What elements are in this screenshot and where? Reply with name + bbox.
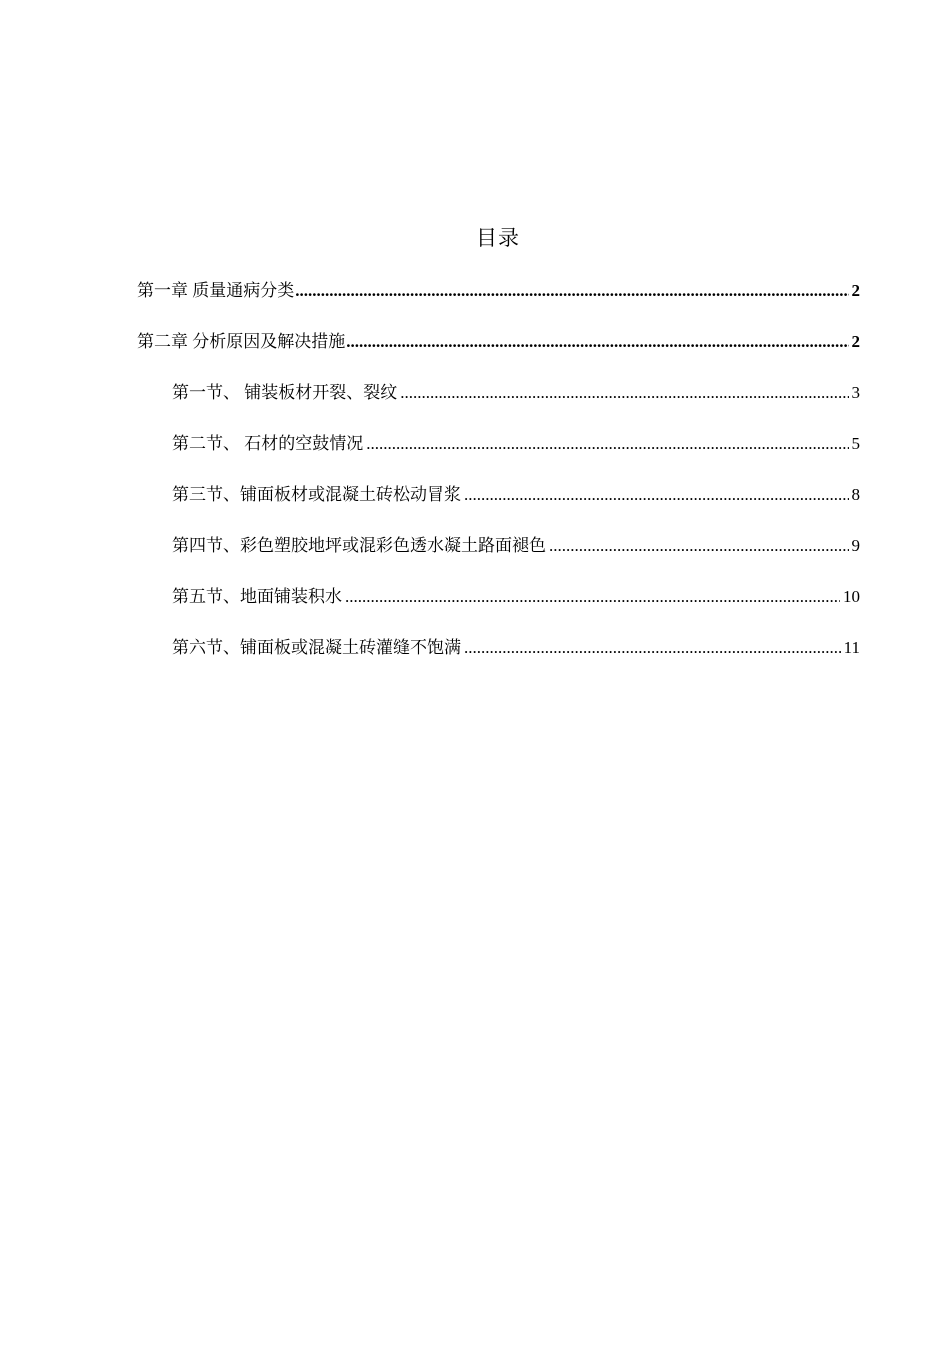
toc-page-number: 9 xyxy=(851,536,860,555)
toc-dot-leader xyxy=(400,384,848,401)
toc-entry-section-3[interactable] xyxy=(172,480,860,510)
toc-entry-text: 第一节、 铺装板材开裂、裂纹 xyxy=(172,383,398,402)
toc-title: 目录 xyxy=(476,226,520,250)
toc-entry-section-1[interactable] xyxy=(172,378,860,408)
toc-entry-text: 第五节、地面铺装积水 xyxy=(172,587,342,606)
toc-entry-text: 第一章 质量通病分类 xyxy=(137,281,295,300)
toc-entry-text: 第六节、铺面板或混凝土砖灌缝不饱满 xyxy=(172,638,461,657)
toc-page-number: 11 xyxy=(843,638,860,657)
toc-page-number: 2 xyxy=(851,332,860,351)
toc-entry-section-5[interactable] xyxy=(172,582,860,612)
toc-entry-text: 第三节、铺面板材或混凝土砖松动冒浆 xyxy=(172,485,461,504)
toc-page-number: 10 xyxy=(843,587,860,606)
toc-dot-leader xyxy=(345,588,840,605)
toc-page-number: 3 xyxy=(851,383,860,402)
toc-entry-section-6[interactable] xyxy=(172,633,860,663)
toc-dot-leader xyxy=(295,282,848,299)
toc-entry-chapter-2[interactable] xyxy=(137,327,860,357)
toc-dot-leader xyxy=(464,486,849,503)
toc-dot-leader xyxy=(464,639,841,656)
toc-dot-leader xyxy=(549,537,849,554)
toc-entry-chapter-1[interactable] xyxy=(137,276,860,306)
toc-dot-leader xyxy=(366,435,848,452)
toc-entry-text: 第四节、彩色塑胶地坪或混彩色透水凝土路面褪色 xyxy=(172,536,546,555)
toc-entry-text: 第二节、 石材的空鼓情况 xyxy=(172,434,364,453)
toc-entry-section-2[interactable] xyxy=(172,429,860,459)
toc-dot-leader xyxy=(346,333,848,350)
toc-page-number: 5 xyxy=(851,434,860,453)
toc-page-number: 2 xyxy=(851,281,860,300)
toc-page-number: 8 xyxy=(851,485,860,504)
toc-entry-section-4[interactable] xyxy=(172,531,860,561)
toc-entry-text: 第二章 分析原因及解决措施 xyxy=(137,332,346,351)
